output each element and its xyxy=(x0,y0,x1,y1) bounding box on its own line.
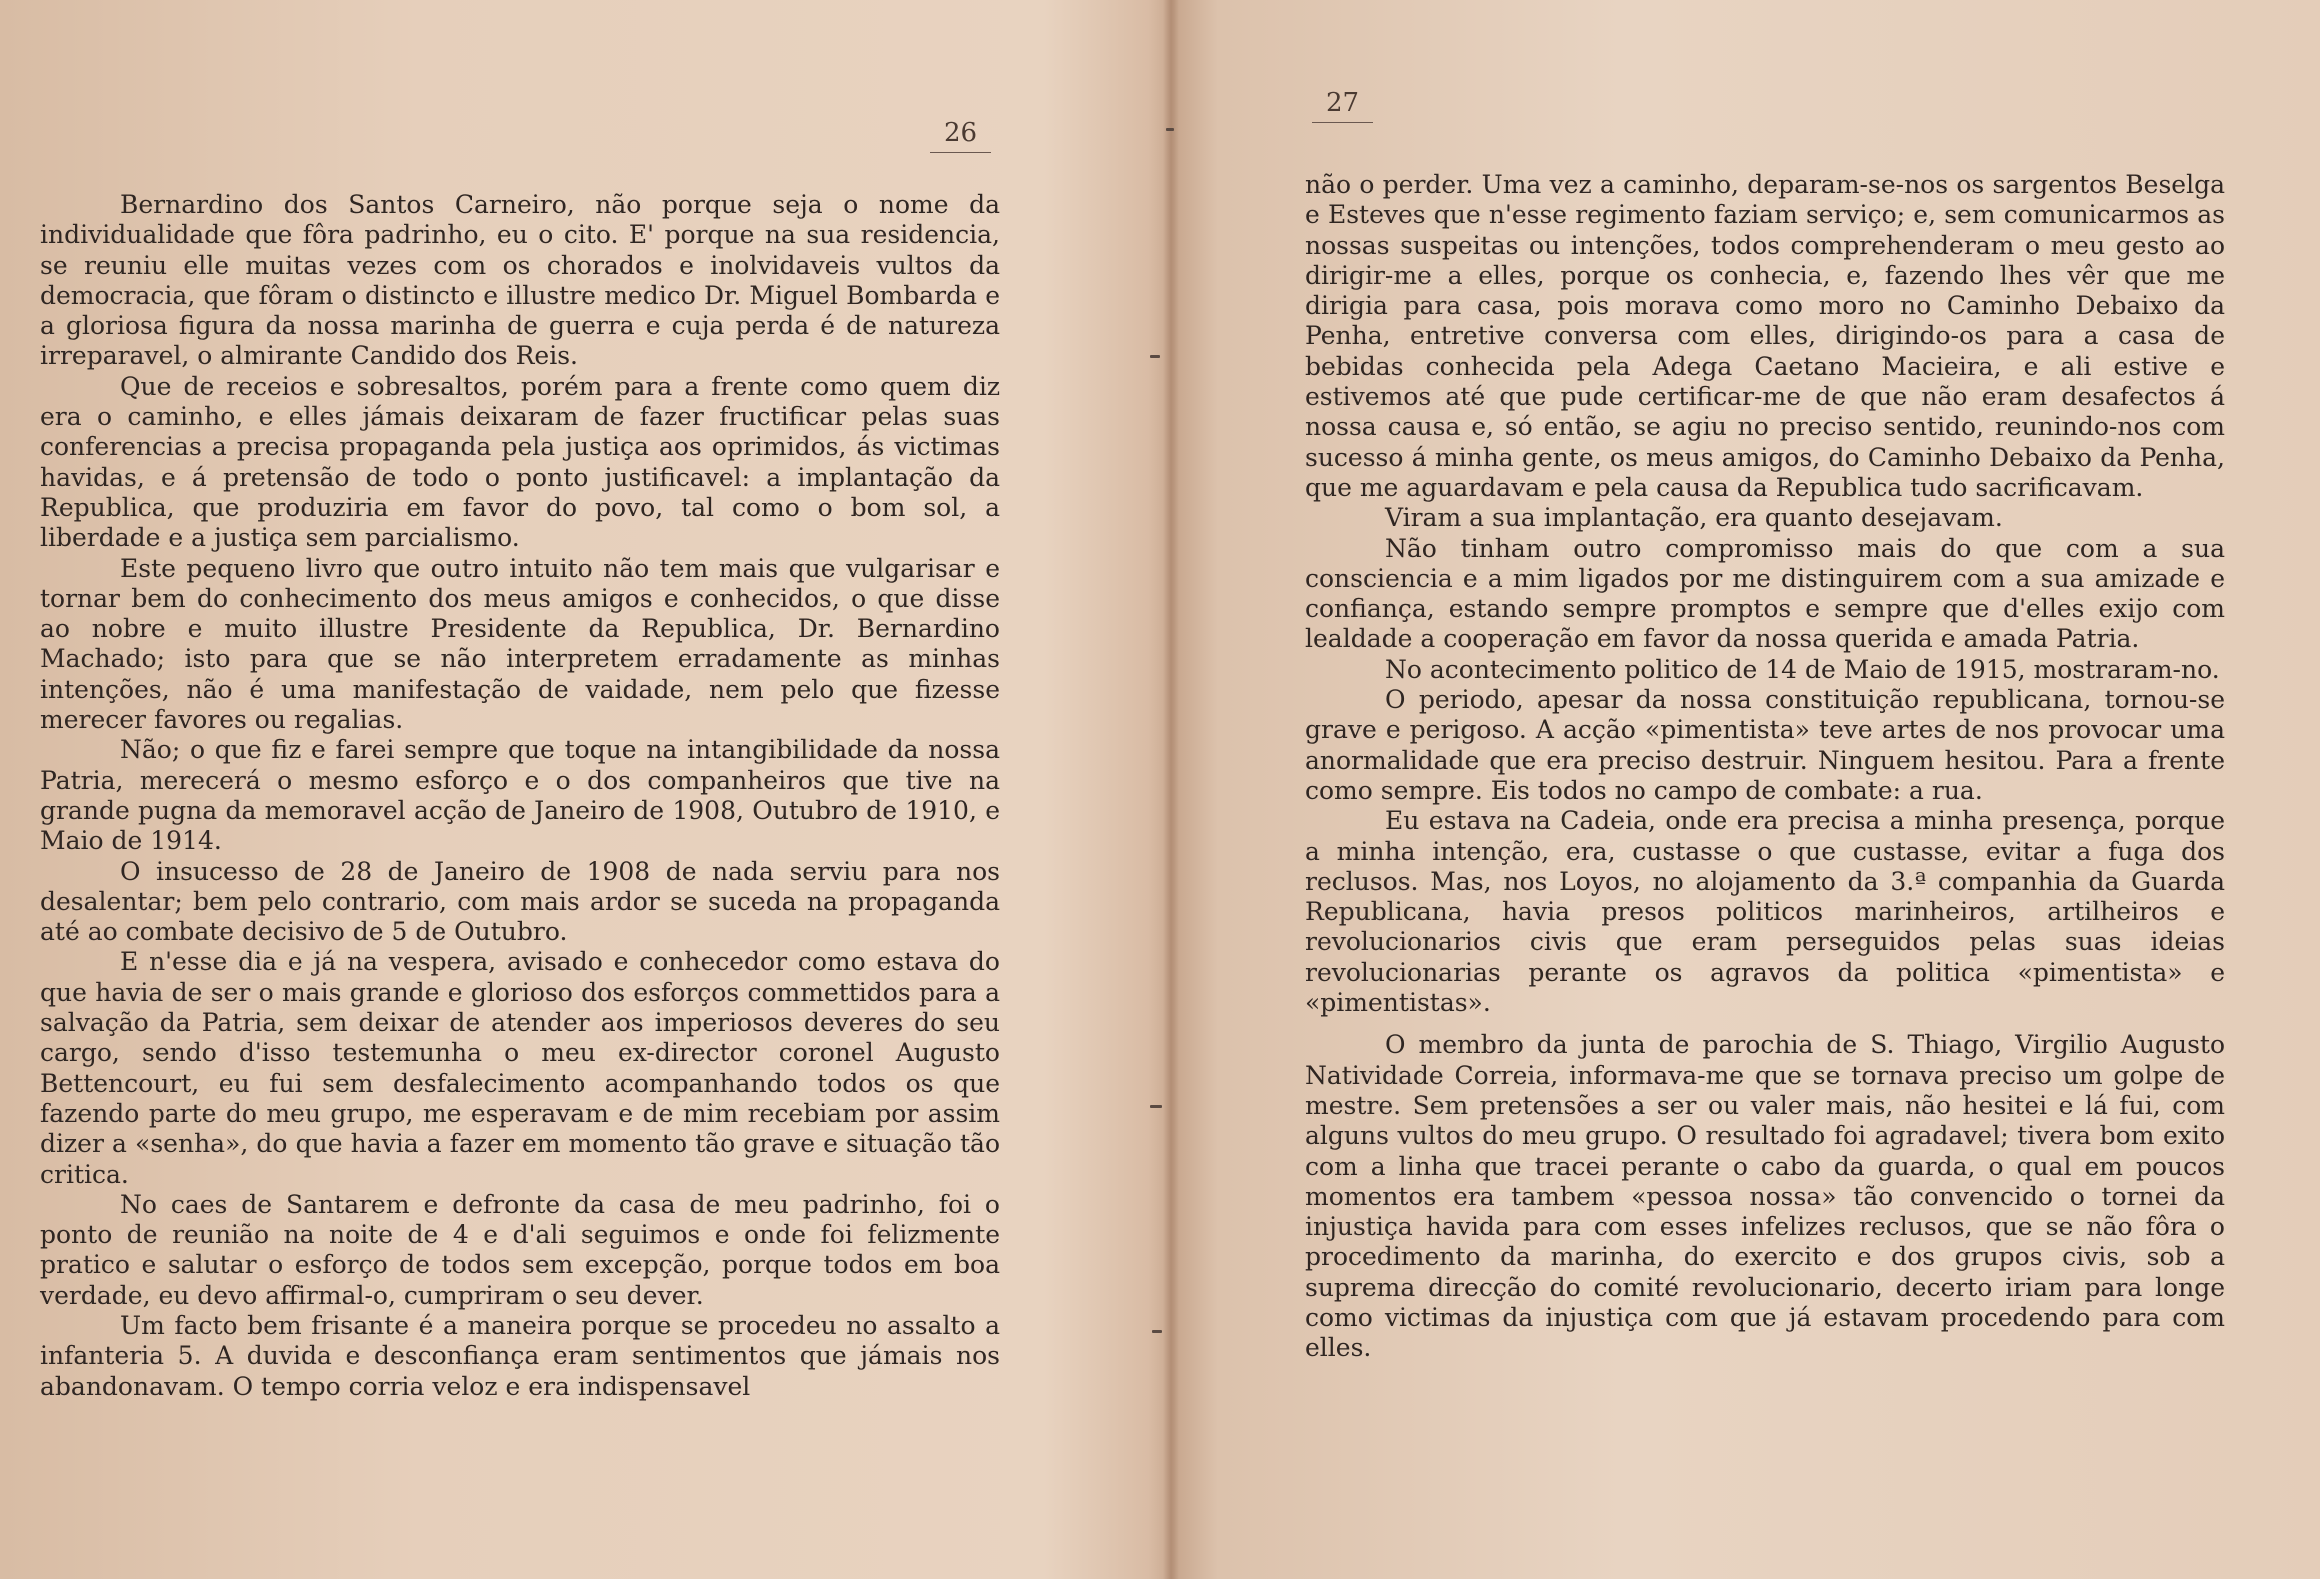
paragraph: Viram a sua implantação, era quanto desejavam. xyxy=(1385,503,2003,533)
paragraph: Um facto bem frisante é a maneira porque se procedeu no assalto a infanteria 5. A duvida e desconfiança eram sentimentos que jámais nos abandonavam. O tempo corria veloz e era indispensavel xyxy=(40,1310,1000,1401)
binding-mark xyxy=(1150,1105,1162,1108)
paragraph: O membro da junta de parochia de S. Thiago, Virgilio Augusto Natividade Correia, informava-me que se tornava preciso um golpe de mestre. Sem pretensões a ser ou valer mais, não hesitei e lá fui, com alguns vultos do meu grupo. O resultado foi agradavel; tivera bom exito com a linha que tracei perante o cabo da guarda, o qual em poucos momentos era tambem «pessoa nossa» tão convencido o tornei da injustiça havida para com esses infelizes reclusos, que se não fôra o procedimento da marinha, do exercito e dos grupos civis, sob a suprema direcção do comité revolucionario, decerto iriam para longe como victimas da injustiça com que já estavam procedendo para com elles. xyxy=(1305,1030,2225,1363)
paragraph: Não tinham outro compromisso mais do que com a sua consciencia e a mim ligados por me distinguirem com a sua amizade e confiança, estando sempre promptos e sempre que d'elles exijo com lealdade a cooperação em favor da nossa querida e amada Patria. xyxy=(1305,533,2225,654)
paragraph: não o perder. Uma vez a caminho, deparam-se-nos os sargentos Beselga e Esteves que n'esse regimento faziam serviço; e, sem comunicarmos as nossas suspeitas ou intenções, todos comprehenderam o meu gesto ao dirigir-me a elles, porque os conhecia, e, fazendo lhes vêr que me dirigia para casa, pois morava como moro no Caminho Debaixo da Penha, entretive conversa com elles, dirigindo-os para a casa de bebidas conhecida pela Adega Caetano Macieira, e ali estive e estivemos até que pude certificar-me de que não eram desafectos á nossa causa e, só então, se agiu no preciso sentido, reunindo-nos com sucesso á minha gente, os meus amigos, do Caminho Debaixo da Penha, que me aguardavam e pela causa da Republica tudo sacrificavam. xyxy=(1305,170,2225,502)
paragraph: Bernardino dos Santos Carneiro, não porque seja o nome da individualidade que fôra padrinho, eu o cito. E' porque na sua residencia, se reuniu elle muitas vezes com os chorados e inolvidaveis vultos da democracia, que fôram o distincto e illustre medico Dr. Miguel Bombarda e a gloriosa figura da nossa marinha de guerra e cuja perda é de natureza irreparavel, o almirante Candido dos Reis. xyxy=(40,190,1000,371)
binding-mark xyxy=(1152,1330,1162,1333)
paragraph: O periodo, apesar da nossa constituição republicana, tornou-se grave e perigoso. A acção «pimentista» teve artes de nos provocar uma anormalidade que era preciso destruir. Ninguem hesitou. Para a frente como sempre. Eis todos no campo de combate: a rua. xyxy=(1305,685,2225,805)
paragraph: E n'esse dia e já na vespera, avisado e conhecedor como estava do que havia de ser o mais grande e glorioso dos esforços commettidos para a salvação da Patria, sem deixar de atender aos imperiosos deveres do seu cargo, sendo d'isso testemunha o meu ex-director coronel Augusto Bettencourt, eu fui sem desfalecimento acompanhando todos os que fazendo parte do meu grupo, me esperavam e de mim recebiam por assim dizer a «senha», do que havia a fazer em momento tão grave e situação tão critica. xyxy=(40,947,1000,1189)
right-page xyxy=(1170,0,2320,1579)
paragraph: Este pequeno livro que outro intuito não tem mais que vulgarisar e tornar bem do conhecimento dos meus amigos e conhecidos, o que disse ao nobre e muito illustre Presidente da Republica, Dr. Bernardino Machado; isto para que se não interpretem erradamente as minhas intenções, não é uma manifestação de vaidade, nem pelo que fizesse merecer favores ou regalias. xyxy=(40,553,1000,735)
paragraph: Que de receios e sobresaltos, porém para a frente como quem diz era o caminho, e elles jámais deixaram de fazer fructificar pelas suas conferencias a precisa propaganda pela justiça aos oprimidos, ás victimas havidas, e á pretensão de todo o ponto justificavel: a implantação da Republica, que produziria em favor do povo, tal como o bom sol, a liberdade e a justiça sem parcialismo. xyxy=(40,371,1000,553)
paragraph: Eu estava na Cadeia, onde era precisa a minha presença, porque a minha intenção, era, custasse o que custasse, evitar a fuga dos reclusos. Mas, nos Loyos, no alojamento da 3.ª companhia da Guarda Republicana, havia presos politicos marinheiros, artilheiros e revolucionarios civis que eram perseguidos pelas suas ideias revolucionarias perante os agravos da politica «pimentista» e «pimentistas». xyxy=(1305,806,2225,1018)
page-number-right: 27 xyxy=(1312,88,1373,123)
binding-mark xyxy=(1150,355,1160,358)
paragraph: No caes de Santarem e defronte da casa de meu padrinho, foi o ponto de reunião na noite de 4 e d'ali seguimos e onde foi felizmente pratico e salutar o esforço de todos sem excepção, porque todos em boa verdade, eu devo affirmal-o, cumpriram o seu dever. xyxy=(40,1189,1000,1310)
page-number-left: 26 xyxy=(930,118,991,153)
left-page-text xyxy=(40,190,1000,1402)
paragraph: O insucesso de 28 de Janeiro de 1908 de nada serviu para nos desalentar; bem pelo contrario, com mais ardor se suceda na propaganda até ao combate decisivo de 5 de Outubro. xyxy=(40,856,1000,947)
paragraph: No acontecimento politico de 14 de Maio de 1915, mostraram-no. xyxy=(1385,654,2220,684)
right-page-text xyxy=(1305,170,2225,1364)
paragraph: Não; o que fiz e farei sempre que toque na intangibilidade da nossa Patria, merecerá o mesmo esforço e o dos companheiros que tive na grande pugna da memoravel acção de Janeiro de 1908, Outubro de 1910, e Maio de 1914. xyxy=(40,735,1000,856)
